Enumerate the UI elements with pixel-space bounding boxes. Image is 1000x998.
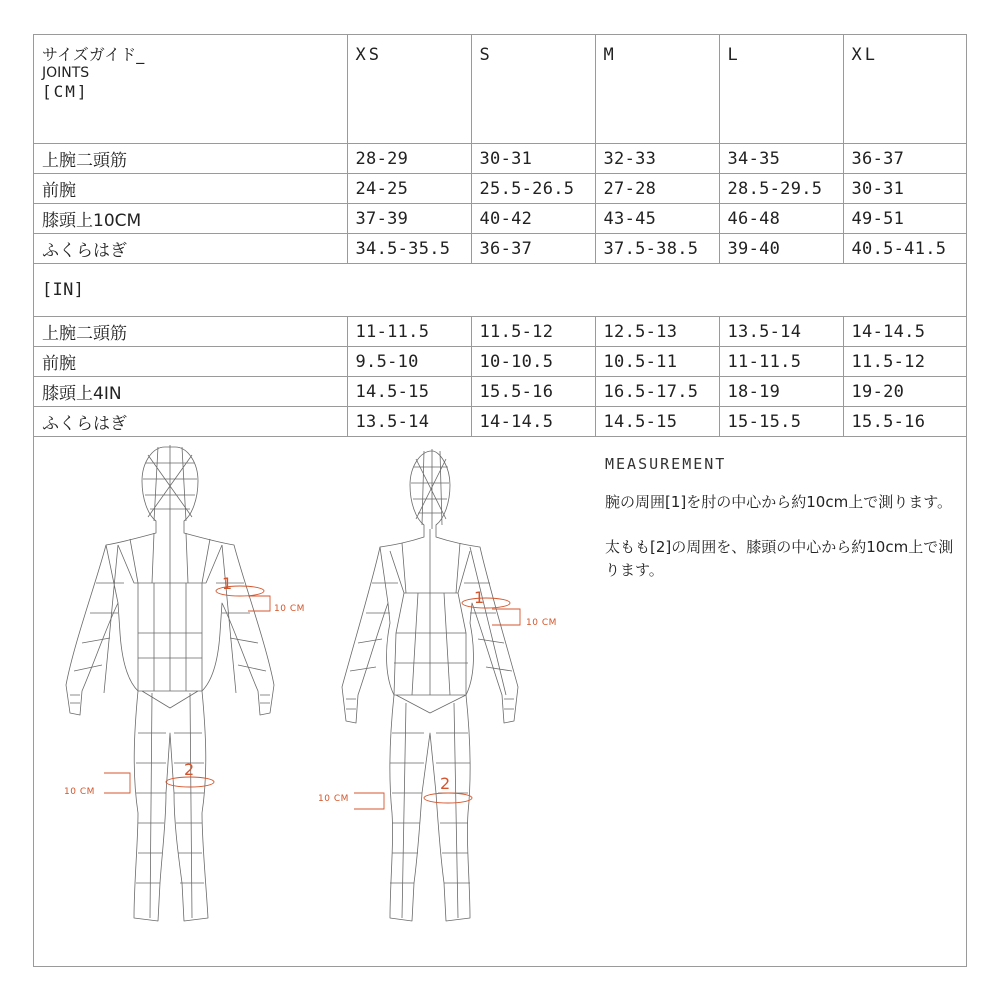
arm-dim-label-female: 10 CM: [526, 618, 557, 628]
table-cell: 36-37: [471, 234, 595, 264]
size-header-m: M: [595, 35, 719, 144]
row-label: ふくらはぎ: [34, 407, 347, 437]
table-cell: 43-45: [595, 204, 719, 234]
thigh-dim-label-female: 10 CM: [318, 794, 349, 804]
size-guide-frame: [33, 34, 967, 967]
table-cell: 12.5-13: [595, 317, 719, 347]
table-row: [34, 347, 966, 377]
table-cell: 16.5-17.5: [595, 377, 719, 407]
table-cell: 11-11.5: [719, 347, 843, 377]
row-label: 上腕二頭筋: [34, 317, 347, 347]
table-row: [34, 377, 966, 407]
table-cell: 10-10.5: [471, 347, 595, 377]
table-cell: 32-33: [595, 144, 719, 174]
table-cell: 30-31: [471, 144, 595, 174]
row-label: 前腕: [34, 174, 347, 204]
table-cell: 11.5-12: [843, 347, 966, 377]
table-row: [34, 174, 966, 204]
table-row: [34, 407, 966, 437]
table-row: [34, 317, 966, 347]
table-cell: 13.5-14: [347, 407, 471, 437]
thigh-dim-label: 10 CM: [64, 787, 95, 797]
table-cell: 30-31: [843, 174, 966, 204]
table-cell: 37-39: [347, 204, 471, 234]
size-header-xs: XS: [347, 35, 471, 144]
table-cell: 15.5-16: [471, 377, 595, 407]
table-cell: 18-19: [719, 377, 843, 407]
table-cell: 11.5-12: [471, 317, 595, 347]
table-cell: 34.5-35.5: [347, 234, 471, 264]
table-cell: 13.5-14: [719, 317, 843, 347]
table-cell: 24-25: [347, 174, 471, 204]
size-table: [34, 35, 966, 437]
table-cell: 37.5-38.5: [595, 234, 719, 264]
table-cell: 40.5-41.5: [843, 234, 966, 264]
table-cell: 11-11.5: [347, 317, 471, 347]
table-cell: 28-29: [347, 144, 471, 174]
table-cell: 34-35: [719, 144, 843, 174]
size-header-s: S: [471, 35, 595, 144]
row-label: ふくらはぎ: [34, 234, 347, 264]
size-header-xl: XL: [843, 35, 966, 144]
male-figure: [66, 445, 274, 921]
female-figure: [342, 449, 518, 921]
thigh-marker-2: 2: [184, 760, 195, 779]
table-cell: 49-51: [843, 204, 966, 234]
row-label: 膝頭上10CM: [34, 204, 347, 234]
table-cell: 9.5-10: [347, 347, 471, 377]
row-label: 前腕: [34, 347, 347, 377]
table-cell: 14-14.5: [471, 407, 595, 437]
table-cell: 25.5-26.5: [471, 174, 595, 204]
arm-dim-label: 10 CM: [274, 604, 305, 614]
arm-measurement-text: 腕の周囲[1]を肘の中心から約10cm上で測ります。: [605, 493, 952, 511]
arm-marker-1: 1: [222, 574, 233, 593]
arm-marker-1-female: 1: [474, 588, 485, 607]
table-cell: 46-48: [719, 204, 843, 234]
table-cell: 36-37: [843, 144, 966, 174]
thigh-marker-2-female: 2: [440, 774, 451, 793]
row-label: 膝頭上4IN: [34, 377, 347, 407]
table-row: [34, 144, 966, 174]
thigh-measurement-text: 太もも[2]の周囲を、膝頭の中心から約10cm上で測ります。: [605, 538, 954, 579]
table-cell: 10.5-11: [595, 347, 719, 377]
table-cell: 15.5-16: [843, 407, 966, 437]
table-cell: 14.5-15: [595, 407, 719, 437]
unit-in-label: [IN]: [34, 264, 966, 317]
table-cell: 27-28: [595, 174, 719, 204]
table-cell: 15-15.5: [719, 407, 843, 437]
unit-in-row: [34, 264, 966, 317]
table-row: [34, 204, 966, 234]
unit-cm-label: [CM]: [42, 82, 89, 101]
table-cell: 14-14.5: [843, 317, 966, 347]
measurement-panel: [605, 455, 965, 582]
table-header-row: [34, 35, 966, 144]
table-cell: 28.5-29.5: [719, 174, 843, 204]
size-header-l: L: [719, 35, 843, 144]
size-guide-title: サイズガイド_: [42, 45, 145, 64]
table-cell: 14.5-15: [347, 377, 471, 407]
table-row: [34, 234, 966, 264]
table-cell: 40-42: [471, 204, 595, 234]
joints-label: JOINTS: [42, 65, 90, 81]
table-cell: 19-20: [843, 377, 966, 407]
row-label: 上腕二頭筋: [34, 144, 347, 174]
body-figures-illustration: [34, 433, 594, 963]
table-title-cell: [34, 35, 347, 144]
measurement-title: MEASUREMENT: [605, 455, 727, 473]
table-cell: 39-40: [719, 234, 843, 264]
